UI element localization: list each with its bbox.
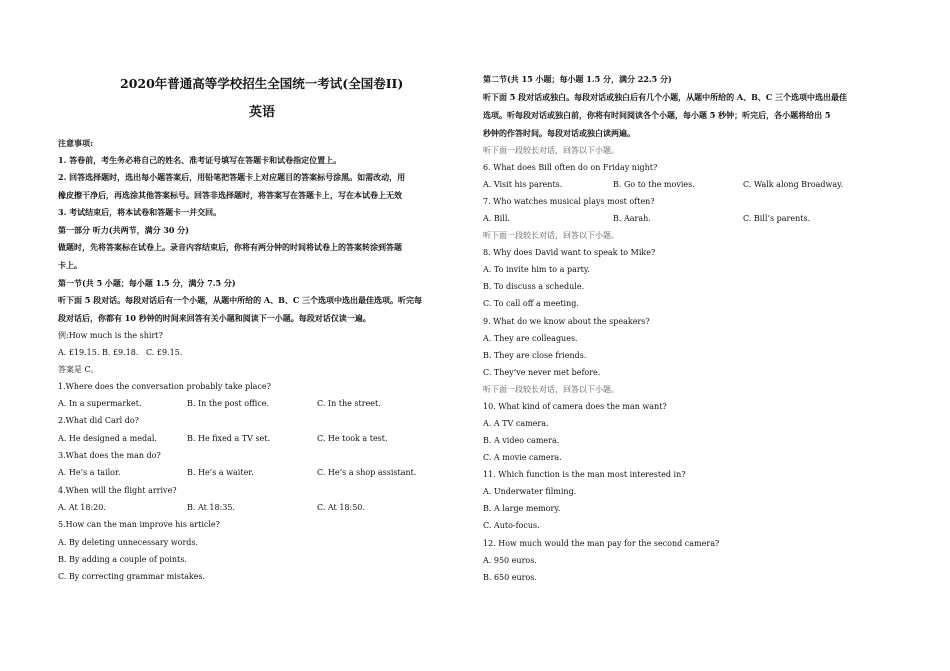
option: B. He fixed a TV set. [187, 434, 271, 443]
option: B. He’s a waiter. [187, 468, 254, 477]
notes-heading: 注意事项: [58, 138, 93, 148]
example-answer: 答案是 C。 [58, 365, 99, 374]
section1-instructions: 听下面 5 段对话。每段对话后有一个小题，从题中所给的 A、B、C 三个选项中选出最佳选项。听完每 [58, 295, 423, 305]
option: B. A video camera. [483, 436, 560, 445]
question: 7. Who watches musical plays most often? [483, 197, 655, 206]
option: A. He’s a tailor. [58, 468, 121, 477]
section2-instructions: 选项。听每段对话或独白前，你将有时间阅读各个小题，每小题 5 秒钟；听完后，各小题将给出 5 [483, 110, 831, 120]
option: C. He took a test. [317, 434, 388, 443]
note-item: 1. 答卷前，考生务必将自己的姓名、准考证号填写在答题卡和试卷指定位置上。 [58, 155, 342, 165]
option: B. A large memory. [483, 504, 561, 513]
question-options [483, 179, 898, 191]
option: B. Go to the movies. [613, 180, 695, 189]
section1-instructions: 段对话后，你都有 10 秒钟的时间来回答有关小题和阅读下一小题。每段对话仅读一遍。 [58, 313, 371, 323]
option: A. They are colleagues. [483, 334, 578, 343]
section2-instructions: 听下面 5 段对话或独白。每段对话或独白后有几个小题，从题中所给的 A、B、C 三个选项中选出最佳 [483, 92, 848, 102]
option: A. Bill. [483, 214, 510, 223]
option: C. To call off a meeting. [483, 299, 579, 308]
option: B. Aarah. [613, 214, 651, 223]
option: A. To invite him to a party. [483, 265, 590, 274]
question: 11. Which function is the man most interested in? [483, 470, 686, 479]
option: A. By deleting unnecessary words. [58, 538, 199, 547]
option: A. At 18:20. [58, 503, 106, 512]
option: C. He’s a shop assistant. [317, 468, 417, 477]
question: 12. How much would the man pay for the second camera? [483, 539, 720, 548]
option: B. To discuss a schedule. [483, 282, 585, 291]
example-options [58, 347, 470, 359]
option: C. They’ve never met before. [483, 368, 601, 377]
question: 8. Why does David want to speak to Mike? [483, 248, 656, 257]
question: 10. What kind of camera does the man want? [483, 402, 667, 411]
option: A. Underwater filming. [483, 487, 577, 496]
subject-title: 英语 [249, 105, 276, 120]
part1-heading: 第一部分 听力(共两节，满分 30 分) [58, 225, 190, 235]
option: C. Walk along Broadway. [743, 180, 844, 189]
question: 6. What does Bill often do on Friday night? [483, 163, 658, 172]
question: 4.When will the flight arrive? [58, 486, 177, 495]
option: C. Bill’s parents. [743, 214, 811, 223]
question-options [58, 467, 470, 479]
option: A. Visit his parents. [483, 180, 563, 189]
option: A. In a supermarket. [58, 399, 142, 408]
listening-prompt: 听下面一段较长对话，回答以下小题。 [483, 146, 619, 155]
question: 3.What does the man do? [58, 451, 161, 460]
question: 5.How can the man improve his article? [58, 520, 220, 529]
option: B. They are close friends. [483, 351, 587, 360]
option: A. A TV camera. [483, 419, 549, 428]
option: B. By adding a couple of points. [58, 555, 187, 564]
question: 1.Where does the conversation probably take place? [58, 382, 271, 391]
question: 9. What do we know about the speakers? [483, 317, 650, 326]
option: A. 950 euros. [483, 556, 537, 565]
note-item: 橡皮擦干净后，再选涂其他答案标号。回答非选择题时，将答案写在答题卡上，写在本试卷上无效 [58, 190, 402, 200]
listening-prompt: 听下面一段较长对话，回答以下小题。 [483, 385, 619, 394]
option: B. At 18:35. [187, 503, 235, 512]
option: B. In the post office. [187, 399, 270, 408]
note-item: 3. 考试结束后，将本试卷和答题卡一并交回。 [58, 207, 222, 217]
question-options [483, 213, 898, 225]
part1-intro: 做题时，先将答案标在试卷上。录音内容结束后，你将有两分钟的时间将试卷上的答案转涂到答题 [58, 242, 402, 252]
question-options [58, 433, 470, 445]
option: C. £9.15. [146, 348, 183, 357]
note-item: 2. 回答选择题时，选出每小题答案后，用铅笔把答题卡上对应题目的答案标号涂黑。如需改动，用 [58, 172, 406, 182]
question-options [58, 502, 470, 514]
question: 2.What did Carl do? [58, 416, 139, 425]
part1-intro: 卡上。 [58, 260, 82, 270]
option: C. A movie camera. [483, 453, 562, 462]
example-question: 例:How much is the shirt? [58, 331, 163, 340]
option: C. By correcting grammar mistakes. [58, 572, 206, 581]
option: C. At 18:50. [317, 503, 365, 512]
section1-heading: 第一节(共 5 小题；每小题 1.5 分，满分 7.5 分) [58, 278, 236, 288]
section2-heading: 第二节(共 15 小题；每小题 1.5 分，满分 22.5 分) [483, 74, 672, 84]
option: C. In the street. [317, 399, 381, 408]
option: B. 650 euros. [483, 573, 537, 582]
option: C. Auto-focus. [483, 521, 540, 530]
section2-instructions: 秒钟的作答时间。每段对话或独白读两遍。 [483, 128, 635, 138]
listening-prompt: 听下面一段较长对话，回答以下小题。 [483, 231, 619, 240]
option: A. £19.15. [58, 348, 100, 357]
question-options [58, 398, 470, 410]
option: A. He designed a medal. [58, 434, 157, 443]
exam-title: 2020年普通高等学校招生全国统一考试(全国卷II) [120, 76, 404, 91]
option: B. £9.18. [102, 348, 139, 357]
